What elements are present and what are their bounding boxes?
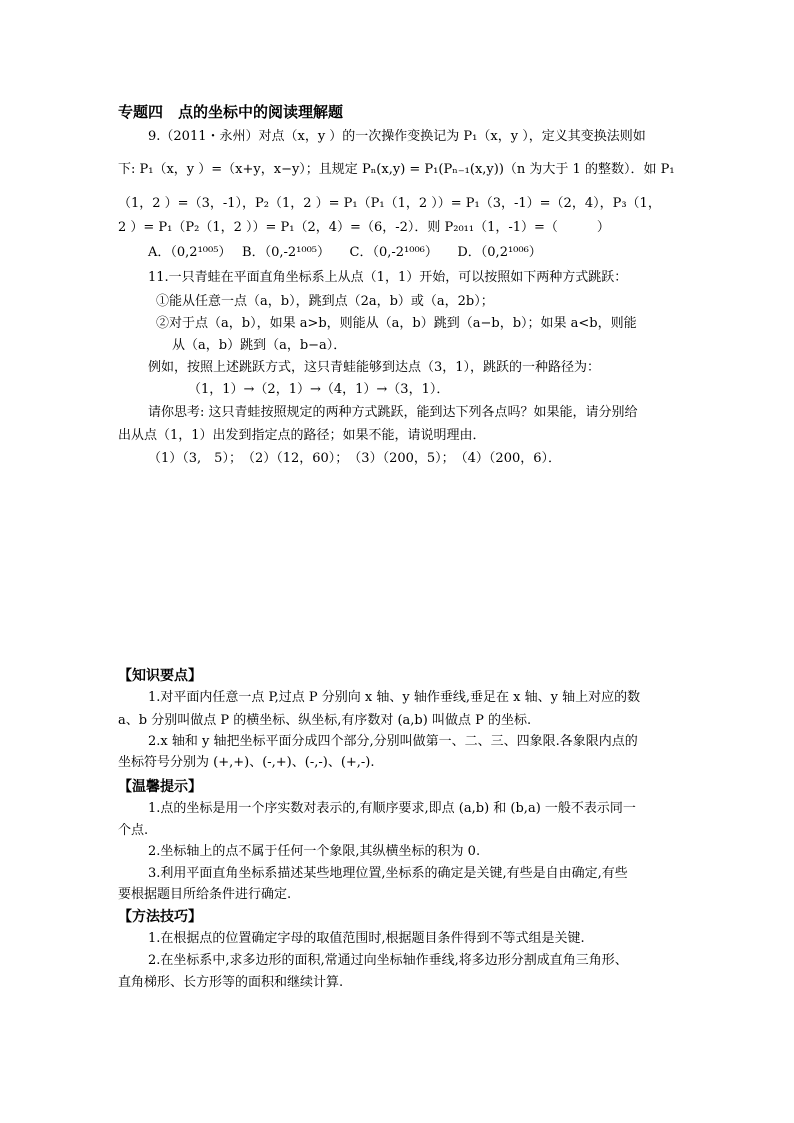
page-title: 专题四 点的坐标中的阅读理解题 [118, 103, 344, 121]
q9-line-3: （1，2 ）=（3，-1），P₂（1，2 ）= P₁（P₁（1，2 ））= P₁（3，-1）=（2，4），P₃（1， [118, 196, 661, 211]
knowledge-p2a: 2.x 轴和 y 轴把坐标平面分成四个部分,分别叫做第一、二、三、四象限.各象限内点的 [148, 734, 638, 749]
knowledge-p1b: a、b 分别叫做点 P 的横坐标、纵坐标,有序数对 (a,b) 叫做点 P 的坐标. [118, 713, 532, 728]
tips-p1b: 个点. [118, 823, 149, 838]
q11-line-2: ①能从任意一点（a，b），跳到点（2a，b）或（a，2b）； [156, 294, 494, 309]
tips-heading: 【温馨提示】 [118, 779, 202, 795]
q11-line-7: 请你思考: 这只青蛙按照规定的两种方式跳跃，能到达下列各点吗？如果能，请分别给 [148, 405, 638, 420]
q11-line-5: 例如，按照上述跳跃方式，这只青蛙能够到达点（3，1），跳跃的一种路径为： [148, 360, 601, 375]
q11-line-3: ②对于点（a，b），如果 a>b，则能从（a，b）跳到（a−b，b）；如果 a<b，则能 [156, 316, 637, 331]
knowledge-heading: 【知识要点】 [118, 668, 202, 684]
knowledge-p1a: 1.对平面内任意一点 P,过点 P 分别向 x 轴、y 轴作垂线,垂足在 x 轴、y 轴上对应的数 [148, 690, 641, 705]
methods-p2a: 2.在坐标系中,求多边形的面积,常通过向坐标轴作垂线,将多边形分割成直角三角形、 [148, 953, 628, 968]
q11-line-1: 11.一只青蛙在平面直角坐标系上从点（1，1）开始，可以按照如下两种方式跳跃： [148, 270, 628, 285]
tips-p1a: 1.点的坐标是用一个序实数对表示的,有顺序要求,即点 (a,b) 和 (b,a) 一般不表示同一 [148, 801, 636, 816]
knowledge-p2b: 坐标符号分别为 (+,+)、(-,+)、(-,-)、(+,-). [118, 755, 375, 770]
tips-p3b: 要根据题目所给条件进行确定. [118, 887, 292, 902]
methods-heading: 【方法技巧】 [118, 909, 202, 925]
q9-line-4: 2 ）= P₁（P₂（1，2 ））= P₁（2，4）=（6，-2）．则 P₂₀₁₁（1，-1）=（ ） [118, 220, 610, 235]
tips-p3a: 3.利用平面直角坐标系描述某些地理位置,坐标系的确定是关键,有些是自由确定,有些 [148, 866, 628, 881]
methods-p2b: 直角梯形、长方形等的面积和继续计算. [118, 975, 344, 990]
q9-options: A．（0,2¹⁰⁰⁵） B．（0,-2¹⁰⁰⁵） C．（0,-2¹⁰⁰⁶） D．（0,2¹⁰⁰⁶） [148, 245, 542, 260]
methods-p1: 1.在根据点的位置确定字母的取值范围时,根据题目条件得到不等式组是关键. [148, 931, 585, 946]
tips-p2: 2.坐标轴上的点不属于任何一个象限,其纵横坐标的积为 0. [148, 844, 481, 859]
q11-line-9: （1）（3, 5）； （2）（12，60）； （3）（200，5）； （4）（200，6）． [148, 451, 562, 466]
q11-line-6: （1，1）→（2，1）→（4，1）→（3，1）． [188, 382, 450, 397]
q9-line-2: 下: P₁（x，y ）=（x+y，x−y）；且规定 Pₙ(x,y) = P₁(Pₙ₋₁(x,y))（n 为大于 1 的整数）．如 P₁ [118, 162, 675, 177]
q11-line-8: 出从点（1，1）出发到指定点的路径；如果不能，请说明理由． [118, 428, 486, 443]
q11-line-4: 从（a，b）跳到（a，b−a）． [172, 338, 347, 353]
q9-line-1: 9.（2011・永州）对点（x，y ）的一次操作变换记为 P₁（x，y ），定义其变换法则如 [148, 129, 646, 144]
